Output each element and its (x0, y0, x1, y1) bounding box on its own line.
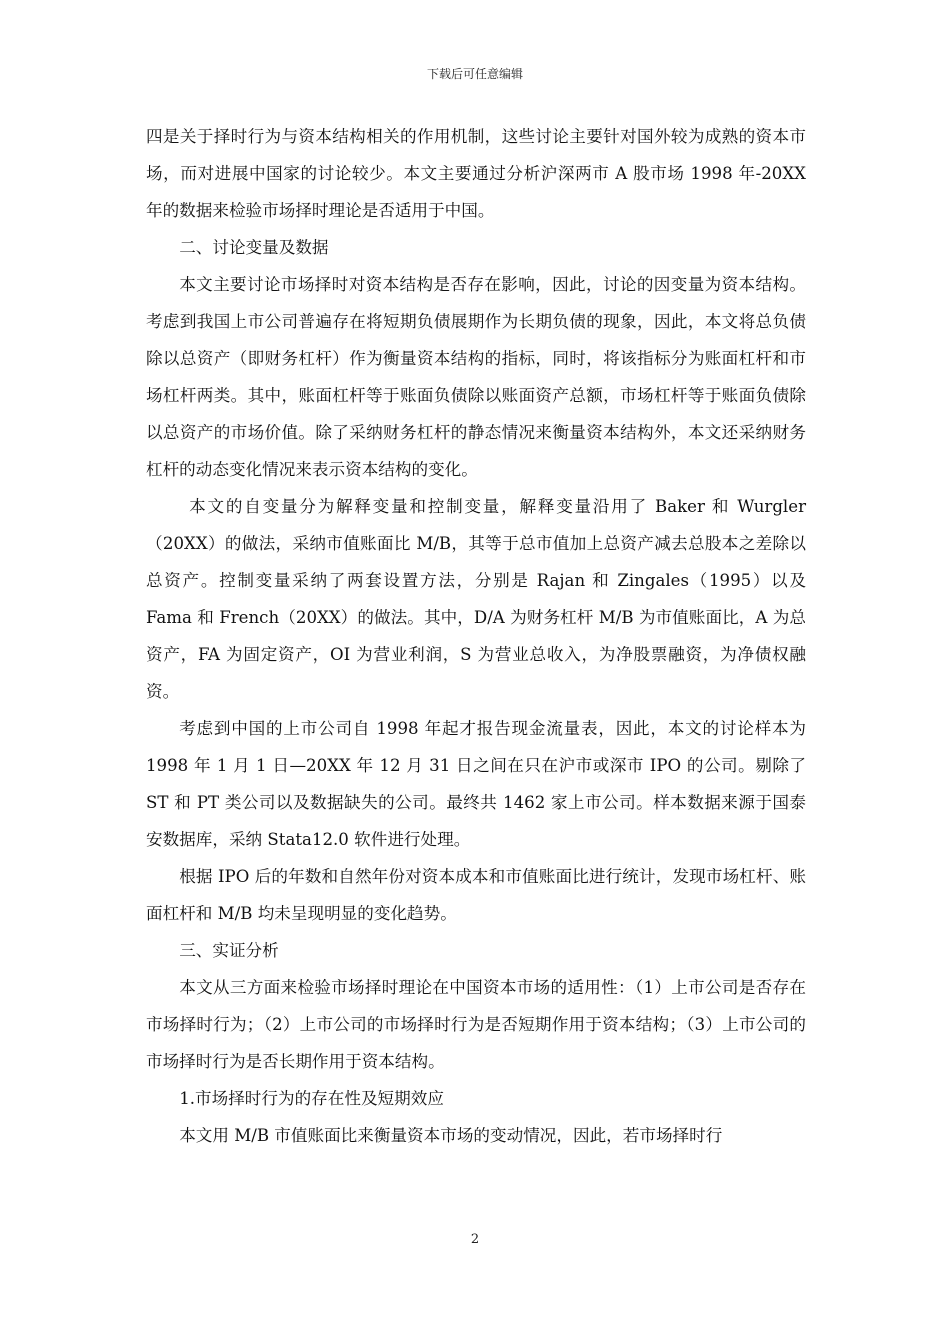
paragraph-dependent-variable: 本文主要讨论市场择时对资本结构是否存在影响，因此，讨论的因变量为资本结构。考虑到我国上市公司普遍存在将短期负债展期作为长期负债的现象，因此，本文将总负债除以总资产（即财务杠杆）作为衡量资本结构的指标，同时，将该指标分为账面杠杆和市场杠杆两类。其中，账面杠杆等于账面负债除以账面资产总额，市场杠杆等于账面负债除以总资产的市场价值。除了采纳财务杠杆的静态情况来衡量资本结构外，本文还采纳财务杠杆的动态变化情况来表示资本结构的变化。 (146, 275, 806, 479)
page-number: 2 (470, 1232, 480, 1247)
paragraph-independent-variables: 本文的自变量分为解释变量和控制变量，解释变量沿用了 Baker 和 Wurgler（20XX）的做法，采纳市值账面比 M/B，其等于总市值加上总资产减去总股本之差除以总资产。控制变量采纳了两套设置方法，分别是 Rajan 和 Zingales（1995）以及 Fama 和 French（20XX）的做法。其中，D/A 为财务杠杆 M/B 为市值账面比，A 为总资产，FA 为固定资产，OI 为营业利润，S 为营业总收入，为净股票融资，为净债权融资。 (146, 497, 806, 701)
subsection-heading-market-timing: 1.市场择时行为的存在性及短期效应 (179, 1089, 444, 1108)
paragraph-statistics: 根据 IPO 后的年数和自然年份对资本成本和市值账面比进行统计，发现市场杠杆、账面杠杆和 M/B 均未呈现明显的变化趋势。 (146, 867, 806, 923)
paragraph-sample: 考虑到中国的上市公司自 1998 年起才报告现金流量表，因此，本文的讨论样本为 1998 年 1 月 1 日—20XX 年 12 月 31 日之间在只在沪市或深市 IPO 的公司。剔除了 ST 和 PT 类公司以及数据缺失的公司。最终共 1462 家上市公司。样本数据来源于国泰安数据库，采纳 Stata12.0 软件进行处理。 (146, 719, 806, 849)
paragraph-three-aspects: 本文从三方面来检验市场择时理论在中国资本市场的适用性：（1）上市公司是否存在市场择时行为；（2）上市公司的市场择时行为是否短期作用于资本结构；（3）上市公司的市场择时行为是否长期作用于资本结构。 (146, 978, 806, 1071)
document-body (146, 118, 806, 1154)
section-heading-variables-data: 二、讨论变量及数据 (179, 238, 329, 257)
page-header: 下载后可任意编辑 (426, 67, 523, 81)
paragraph-market-to-book: 本文用 M/B 市值账面比来衡量资本市场的变动情况，因此，若市场择时行 (179, 1126, 723, 1145)
section-heading-empirical-analysis: 三、实证分析 (179, 941, 279, 960)
paragraph-intro-continuation: 四是关于择时行为与资本结构相关的作用机制，这些讨论主要针对国外较为成熟的资本市场，而对进展中国家的讨论较少。本文主要通过分析沪深两市 A 股市场 1998 年-20XX 年的数据来检验市场择时理论是否适用于中国。 (146, 127, 806, 220)
